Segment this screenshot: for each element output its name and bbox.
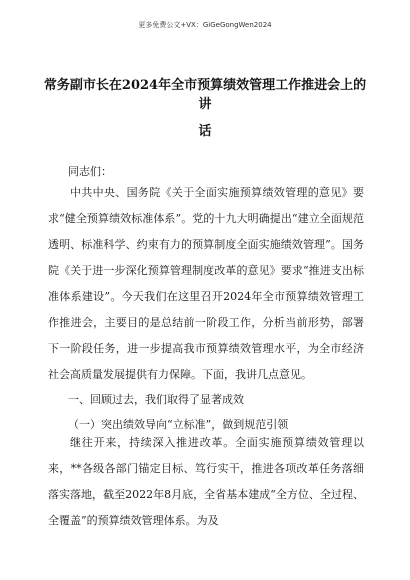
body-paragraph: 继往开来，持续深入推进改革。全面实施预算绩效管理以来，**各级各部门锚定目标、笃行实干，推进各项改革任务落细落实落地，截至2022年8月底，全省基本建成“全方位、全过程、全覆盖”的预算绩效管理体系。为及 xyxy=(48,436,364,527)
section-heading: 一、回顾过去，我们取得了显著成效 xyxy=(68,393,244,406)
greeting: 同志们： xyxy=(68,165,112,178)
subsection-heading: （一）突出绩效导向“立标准”，做到规范引领 xyxy=(68,418,289,431)
document-title-line1: 常务副市长在2024年全市预算绩效管理工作推进会上的讲 xyxy=(43,78,367,112)
body-paragraph: 中共中央、国务院《关于全面实施预算绩效管理的意见》要求“健全预算绩效标准体系”。党的十九大明确提出“建立全面规范透明、标准科学、约束有力的预算制度全面实施绩效管理”。国务院《关于进一步深化预算管理制度改革的意见》要求“推进支出标准体系建设”。今天我们在这里召开2024年全市预算绩效管理工作推进会，主要目的是总结前一阶段工作，分析当前形势，部署下一阶段任务，进一步提高我市预算绩效管理水平，为全市经济社会高质量发展提供有力保障。下面，我讲几点意见。 xyxy=(48,186,364,381)
document-title-line2: 话 xyxy=(198,124,212,139)
header-note: 更多免费公文+VX：GiGeGongWen2024 xyxy=(138,21,272,29)
